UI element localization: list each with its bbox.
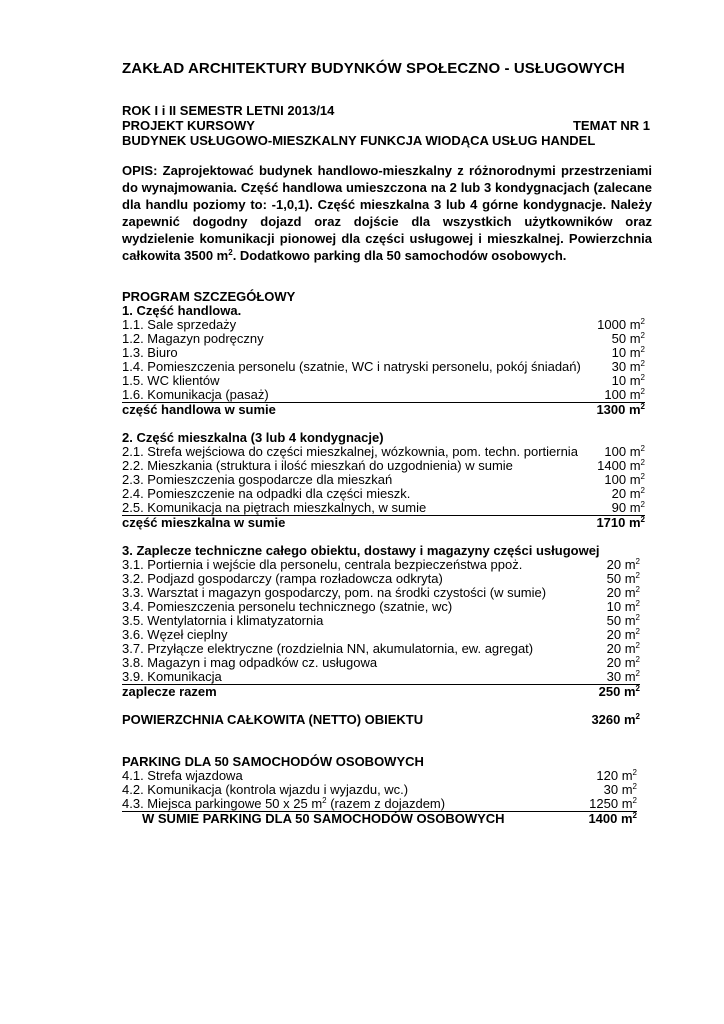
parking-title: PARKING DLA 50 SAMOCHODÓW OSOBOWYCH xyxy=(122,754,424,769)
parking-total-label: W SUMIE PARKING DLA 50 SAMOCHODÓW OSOBOWYCH xyxy=(142,811,505,826)
header-year: ROK I i II SEMESTR LETNI 2013/14 xyxy=(122,103,335,118)
list-item-label: 1.2. Magazyn podręczny xyxy=(122,331,264,346)
section-total-row xyxy=(122,403,645,417)
section-total-row-value: 1710 $m^2$ xyxy=(596,515,645,530)
list-item-value: 50 $m^2$ xyxy=(611,331,645,346)
parking-item-value: 30 $m^2$ xyxy=(603,782,637,797)
list-item-label: 2.3. Pomieszczenia gospodarcze dla mieszkań xyxy=(122,472,393,487)
list-item-value: 1000 $m^2$ xyxy=(597,317,645,332)
list-item xyxy=(122,388,645,403)
list-item xyxy=(122,572,640,586)
description-part1: OPIS: Zaprojektować budynek handlowo-mieszkalny z różnorodnymi przestrzeniami do wynajmowania. Część handlowa umieszczona na 2 lub 3 kondygnacjach (zalecane dla handlu poziomy to: -1,0,1). Część mieszkalna 3 lub 4 górne kondygnacje. Należy zapewnić dogodny dojazd oraz dojście dla wszystkich użytkowników oraz wydzielenie komunikacji pionowej dla części usługowej i mieszkalnej. Powierzchnia całkowita 3500 m xyxy=(122,163,652,263)
list-item-value: 20 $m^2$ xyxy=(606,655,640,670)
list-item xyxy=(122,586,640,600)
list-item xyxy=(122,487,645,501)
section-total-row-value: 1300 $m^2$ xyxy=(596,402,645,417)
program-sections xyxy=(122,304,650,699)
header-project: PROJEKT KURSOWY xyxy=(122,118,255,133)
list-item xyxy=(122,318,645,332)
section-total-row-label: zaplecze razem xyxy=(122,684,217,699)
description xyxy=(122,162,652,264)
document-page xyxy=(122,60,650,826)
list-item-label: 1.3. Biuro xyxy=(122,345,178,360)
section-title: 1. Część handlowa. xyxy=(122,303,242,318)
total-area-value: 3260 $m^2$ xyxy=(591,712,640,727)
list-item-value: 20 $m^2$ xyxy=(606,585,640,600)
section-total-row xyxy=(122,516,645,530)
list-item-value: 100 $m^2$ xyxy=(604,444,645,459)
parking-total-row xyxy=(122,812,637,826)
list-item-label: 1.5. WC klientów xyxy=(122,373,220,388)
list-item-label: 3.5. Wentylatornia i klimatyzatornia xyxy=(122,613,324,628)
list-item-label: 2.4. Pomieszczenie na odpadki dla części mieszk. xyxy=(122,486,411,501)
parking-item-value: 120 $m^2$ xyxy=(596,768,637,783)
list-item-value: 10 $m^2$ xyxy=(611,345,645,360)
list-item xyxy=(122,501,645,516)
list-item xyxy=(122,628,640,642)
list-item xyxy=(122,600,640,614)
list-item-label: 3.6. Węzeł cieplny xyxy=(122,627,228,642)
parking-item xyxy=(122,783,637,797)
list-item-value: 20 $m^2$ xyxy=(606,627,640,642)
list-item-value: 30 $m^2$ xyxy=(606,669,640,684)
header-topic: TEMAT NR 1 xyxy=(572,118,650,133)
list-item-label: 2.1. Strefa wejściowa do części mieszkalnej, wózkownia, pom. techn. portiernia xyxy=(122,444,578,459)
list-item xyxy=(122,445,645,459)
list-item-label: 1.4. Pomieszczenia personelu (szatnie, WC i natryski personelu, pokój śniadań) xyxy=(122,359,581,374)
header-project-row xyxy=(122,118,650,133)
list-item-value: 30 $m^2$ xyxy=(611,359,645,374)
parking-last-label: 4.3. Miejsca parkingowe 50 x 25 $m^2$ (razem z dojazdem) xyxy=(122,796,446,811)
list-item-value: 20 $m^2$ xyxy=(606,641,640,656)
header-building: BUDYNEK USŁUGOWO-MIESZKALNY FUNKCJA WIODĄCA USŁUG HANDEL xyxy=(122,133,596,148)
section-title: 2. Część mieszkalna (3 lub 4 kondygnacje) xyxy=(122,430,384,445)
list-item xyxy=(122,346,645,360)
section-2 xyxy=(122,431,650,530)
list-item xyxy=(122,332,645,346)
list-item-label: 2.5. Komunikacja na piętrach mieszkalnych, w sumie xyxy=(122,500,427,515)
document-title: ZAKŁAD ARCHITEKTURY BUDYNKÓW SPOŁECZNO - USŁUGOWYCH xyxy=(122,60,625,77)
list-item-label: 3.2. Podjazd gospodarczy (rampa rozładowcza odkryta) xyxy=(122,571,443,586)
list-item-value: 90 $m^2$ xyxy=(611,500,645,515)
section-3 xyxy=(122,544,650,699)
section-total-row-label: część handlowa w sumie xyxy=(122,402,276,417)
list-item-label: 1.6. Komunikacja (pasaż) xyxy=(122,387,269,402)
description-sup: 2 xyxy=(228,248,233,257)
list-item-label: 3.4. Pomieszczenia personelu technicznego (szatnie, wc) xyxy=(122,599,453,614)
parking-total-value: 1400 $m^2$ xyxy=(588,811,637,826)
parking-item xyxy=(122,769,637,783)
list-item xyxy=(122,614,640,628)
list-item xyxy=(122,558,640,572)
list-item-label: 3.8. Magazyn i mag odpadków cz. usługowa xyxy=(122,655,378,670)
list-item-label: 3.9. Komunikacja xyxy=(122,669,222,684)
parking-row-last xyxy=(122,797,637,812)
section-total-row-value: 250 $m^2$ xyxy=(598,684,640,699)
list-item xyxy=(122,642,640,656)
section-total-row-label: część mieszkalna w sumie xyxy=(122,515,286,530)
parking-item-label: 4.2. Komunikacja (kontrola wjazdu i wyjazdu, wc.) xyxy=(122,782,409,797)
parking-items xyxy=(122,769,650,797)
list-item-value: 20 $m^2$ xyxy=(606,557,640,572)
list-item xyxy=(122,360,645,374)
list-item-value: 10 $m^2$ xyxy=(611,373,645,388)
list-item-label: 1.1. Sale sprzedaży xyxy=(122,317,237,332)
total-area-label: POWIERZCHNIA CAŁKOWITA (NETTO) OBIEKTU xyxy=(122,712,424,727)
list-item-value: 50 $m^2$ xyxy=(606,613,640,628)
parking-item-label: 4.1. Strefa wjazdowa xyxy=(122,768,243,783)
list-item-label: 3.3. Warsztat i magazyn gospodarczy, pom. na środki czystości (w sumie) xyxy=(122,585,547,600)
list-item-value: 20 $m^2$ xyxy=(611,486,645,501)
section-1 xyxy=(122,304,650,417)
list-item-value: 100 $m^2$ xyxy=(604,387,645,402)
program xyxy=(122,290,650,826)
list-item xyxy=(122,656,640,670)
parking-last-value: 1250 $m^2$ xyxy=(589,796,637,811)
section-total-row xyxy=(122,685,640,699)
description-part2: . Dodatkowo parking dla 50 samochodów osobowych. xyxy=(232,248,567,263)
list-item-value: 1400 $m^2$ xyxy=(597,458,645,473)
list-item xyxy=(122,473,645,487)
list-item-value: 50 $m^2$ xyxy=(606,571,640,586)
list-item-label: 3.1. Portiernia i wejście dla personelu, centrala bezpieczeństwa ppoż. xyxy=(122,557,523,572)
total-area-row xyxy=(122,713,650,727)
list-item xyxy=(122,374,645,388)
list-item-value: 10 $m^2$ xyxy=(606,599,640,614)
list-item xyxy=(122,670,640,685)
header-block xyxy=(122,103,650,148)
parking-section xyxy=(122,755,650,826)
program-title: PROGRAM SZCZEGÓŁOWY xyxy=(122,289,296,304)
list-item-value: 100 $m^2$ xyxy=(604,472,645,487)
list-item xyxy=(122,459,645,473)
section-title: 3. Zaplecze techniczne całego obiektu, dostawy i magazyny części usługowej xyxy=(122,543,600,558)
list-item-label: 3.7. Przyłącze elektryczne (rozdzielnia NN, akumulatornia, ew. agregat) xyxy=(122,641,534,656)
list-item-label: 2.2. Mieszkania (struktura i ilość mieszkań do uzgodnienia) w sumie xyxy=(122,458,513,473)
